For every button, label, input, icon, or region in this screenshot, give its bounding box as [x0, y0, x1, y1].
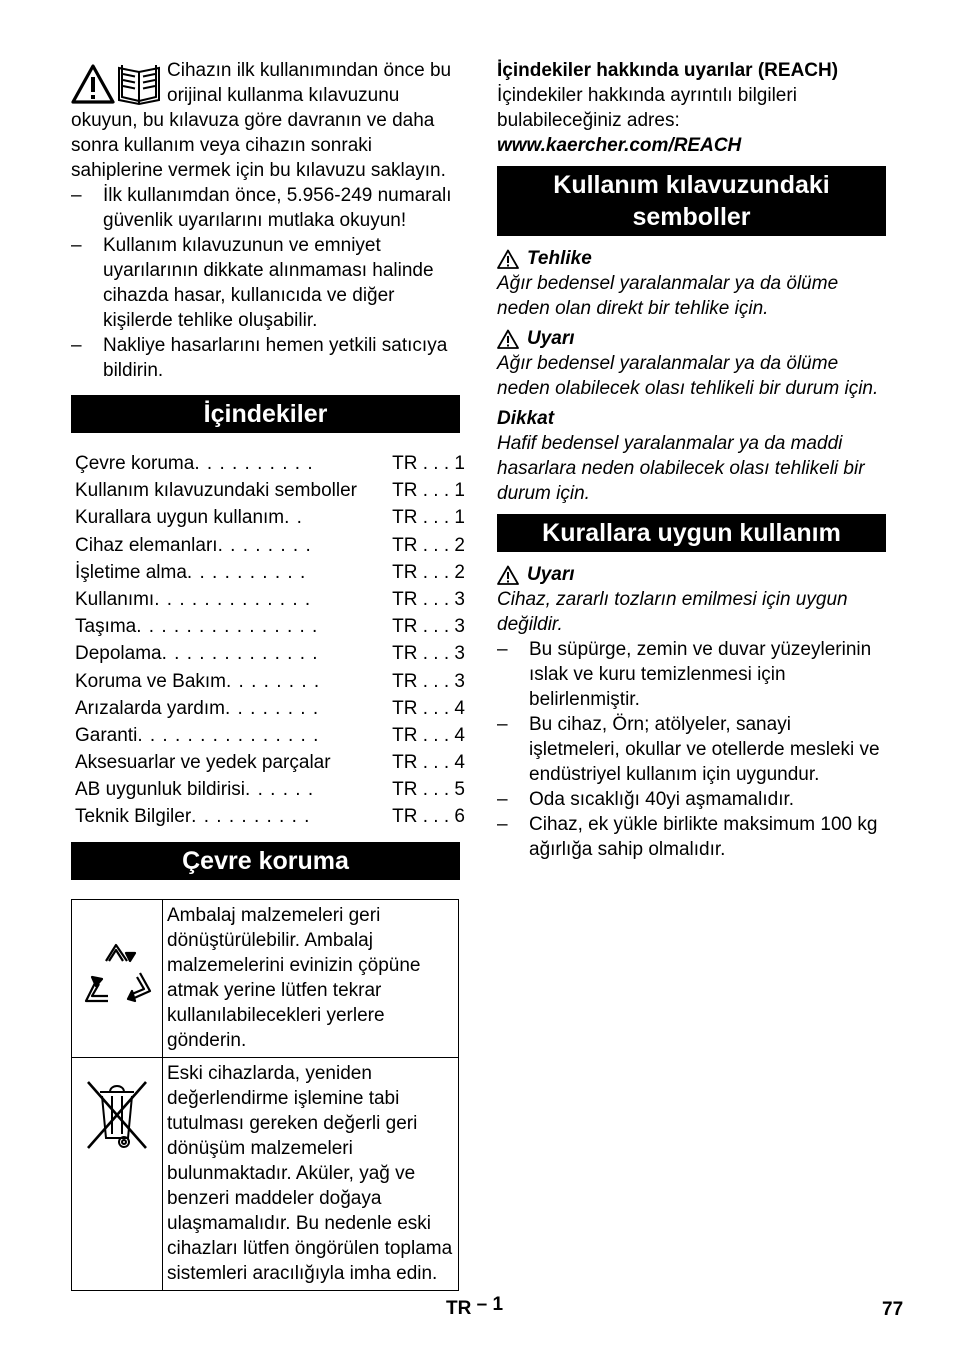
toc-row[interactable] [75, 560, 465, 587]
reach-title: İçindekiler hakkında uyarılar (REACH) [497, 60, 839, 81]
environment-text: Eski cihazlarda, yeniden değerlendirme işlemine tabi tutulması gereken değerli geri dönüşüm malzemeleri bulunmaktadır. Aküler, yağ ve benzeri maddeler doğaya ulaşmamalıdır. Bu nedenle eski cihazları lütfen öngörülen toplama sistemleri aracılığıyla imha edin. [163, 1057, 459, 1290]
environment-heading: Çevre koruma [71, 842, 460, 880]
toc-page: TR . . . 6 [392, 806, 465, 828]
symbol-label: Tehlike [527, 248, 592, 269]
toc-title: Çevre koruma [75, 453, 195, 474]
toc-title: Garanti [75, 724, 138, 746]
symbol-label: Uyarı [527, 328, 575, 349]
toc-title: Taşıma [75, 616, 137, 638]
warning-triangle-icon [73, 66, 113, 102]
usage-heading: Kurallara uygun kullanım [497, 514, 886, 552]
toc-dots: . . . . . . . . [226, 670, 321, 692]
symbol-label: Uyarı [527, 564, 575, 585]
toc-dots: . . . . . . . . . . . . . . . [136, 616, 319, 638]
toc-page: TR . . . 4 [392, 697, 465, 719]
reach-link[interactable]: www.kaercher.com/REACH [497, 135, 742, 156]
toc-row[interactable] [75, 505, 465, 532]
page-number: 77 [882, 1299, 904, 1320]
toc-page: TR . . . 4 [392, 724, 465, 746]
intro-block [71, 58, 460, 383]
toc-page: TR . . . 2 [392, 534, 465, 556]
toc-row[interactable] [75, 804, 465, 831]
table-of-contents [75, 451, 465, 832]
list-item: – Oda sıcaklığı 40yi aşmamalıdır. [497, 787, 886, 812]
toc-title: Depolama [75, 643, 162, 665]
toc-row[interactable] [75, 641, 465, 668]
warning-and-manual-icon [71, 60, 163, 106]
toc-dots: . . . . . . . . . . [186, 561, 307, 583]
toc-dots: . . . . . . . . [224, 697, 320, 719]
toc-title: Kurallara uygun kullanım [75, 507, 285, 529]
toc-title: Kullanımı [75, 588, 155, 610]
toc-row[interactable] [75, 750, 465, 777]
toc-page: TR . . . 3 [392, 643, 465, 665]
manual-book-icon [119, 65, 159, 104]
toc-dots: . . [284, 507, 303, 529]
toc-page: TR . . . 1 [392, 507, 465, 529]
toc-dots: . . . . . . . . . . [191, 806, 311, 828]
crossed-out-bin-icon [82, 1076, 152, 1152]
footer-lang: TR [446, 1298, 472, 1319]
footer-section-marker [446, 1296, 503, 1321]
warning-triangle-icon [497, 329, 519, 349]
footer-section-page: – 1 [476, 1294, 504, 1315]
toc-page: TR . . . 3 [392, 616, 465, 638]
toc-row[interactable] [75, 587, 465, 614]
list-item: – Nakliye hasarlarını hemen yetkili satıcıya bildirin. [71, 333, 460, 383]
toc-title: Arızalarda yardım [75, 697, 225, 719]
list-item: – İlk kullanımdan önce, 5.956-249 numaralı güvenlik uyarılarını mutlaka okuyun! [71, 183, 460, 233]
table-row [72, 899, 459, 1057]
toc-row[interactable] [75, 777, 465, 804]
toc-row[interactable] [75, 614, 465, 641]
usage-warning-text: Cihaz, zararlı tozların emilmesi için uygun değildir. [497, 589, 848, 635]
warning-label [497, 326, 886, 351]
toc-dots: . . . . . . . . . . . . . [161, 643, 319, 665]
usage-block [497, 562, 886, 862]
toc-dots: . . . . . . [245, 779, 315, 801]
toc-title: Teknik Bilgiler [75, 806, 192, 828]
toc-page: TR . . . 1 [392, 453, 465, 474]
warning-triangle-icon [497, 565, 519, 585]
toc-row[interactable] [75, 478, 465, 505]
toc-row[interactable] [75, 533, 465, 560]
toc-dots: . . . . . . . . . . . . . . . [137, 724, 320, 746]
toc-title: Koruma ve Bakım [75, 670, 226, 692]
list-item: – Cihaz, ek yükle birlikte maksimum 100 kg ağırlığa sahip olmalıdır. [497, 812, 886, 862]
warning-triangle-icon [497, 249, 519, 269]
toc-page: TR . . . 2 [392, 561, 465, 583]
symbol-text: Hafif bedensel yaralanmalar ya da maddi hasarlara neden olabilecek olası tehlikeli bir durum için. [497, 433, 865, 504]
list-item: – Bu cihaz, Örn; atölyeler, sanayi işletmeleri, okullar ve otellerde mesleki ve endüstriyel kullanım için uygundur. [497, 712, 886, 787]
toc-title: Cihaz elemanları [75, 534, 218, 556]
intro-bullets [71, 183, 460, 383]
toc-row[interactable] [75, 669, 465, 696]
list-item: – Bu süpürge, zemin ve duvar yüzeylerinin ıslak ve kuru temizlenmesi için belirlenmiştir. [497, 637, 886, 712]
toc-dots: . . . . . . . . . . [194, 453, 314, 474]
danger-label [497, 246, 886, 271]
right-column [497, 58, 886, 862]
symbol-text: Ağır bedensel yaralanmalar ya da ölüme neden olabilecek olası tehlikeli bir durum için. [497, 353, 879, 399]
icon-cell [72, 1057, 163, 1290]
toc-page: TR . . . 3 [392, 670, 465, 692]
toc-row[interactable] [75, 723, 465, 750]
toc-dots: . . . . . . . . [217, 534, 312, 556]
toc-title: İşletime alma [75, 561, 187, 583]
symbols-block [497, 246, 886, 506]
environment-text: Ambalaj malzemeleri geri dönüştürülebilir. Ambalaj malzemelerini evinizin çöpüne atmak yerine lütfen tekrar kullanılabilecekleri yerlere gönderin. [163, 899, 459, 1057]
reach-text: İçindekiler hakkında ayrıntılı bilgileri bulabileceğiniz adres: [497, 85, 797, 131]
symbol-text: Ağır bedensel yaralanmalar ya da ölüme neden olan direkt bir tehlike için. [497, 273, 839, 319]
toc-page: TR . . . 4 [392, 752, 465, 774]
toc-dots: . . . . . . . . . . . . . [154, 588, 312, 610]
left-column [71, 58, 465, 1291]
symbols-heading: Kullanım kılavuzundaki semboller [497, 166, 886, 236]
toc-page: TR . . . 1 [392, 480, 465, 502]
toc-row[interactable] [75, 696, 465, 723]
toc-row[interactable] [75, 451, 465, 478]
list-item: – Kullanım kılavuzunun ve emniyet uyarılarının dikkate alınmaması halinde cihazda hasar, kullanıcıda ve diğer kişilerde tehlike oluşabilir. [71, 233, 460, 333]
toc-page: TR . . . 5 [392, 779, 465, 801]
toc-title: Kullanım kılavuzundaki semboller [75, 480, 357, 502]
intro-text: Cihazın ilk kullanımından önce bu orijinal kullanma kılavuzunu okuyun, bu kılavuza göre davranın ve daha sonra kullanım veya cihazın sonraki sahiplerine vermek için bu kılavuzu saklayın. [71, 60, 452, 181]
usage-warning-label [497, 562, 886, 587]
usage-bullets [497, 637, 886, 862]
toc-page: TR . . . 3 [392, 588, 465, 610]
toc-heading: İçindekiler [71, 395, 460, 433]
recycling-icon [80, 941, 154, 1009]
caution-label: Dikkat [497, 408, 555, 429]
table-row [72, 1057, 459, 1290]
environment-table [71, 899, 459, 1291]
toc-title: AB uygunluk bildirisi [75, 779, 246, 801]
icon-cell [72, 899, 163, 1057]
toc-title: Aksesuarlar ve yedek parçalar [75, 752, 331, 774]
